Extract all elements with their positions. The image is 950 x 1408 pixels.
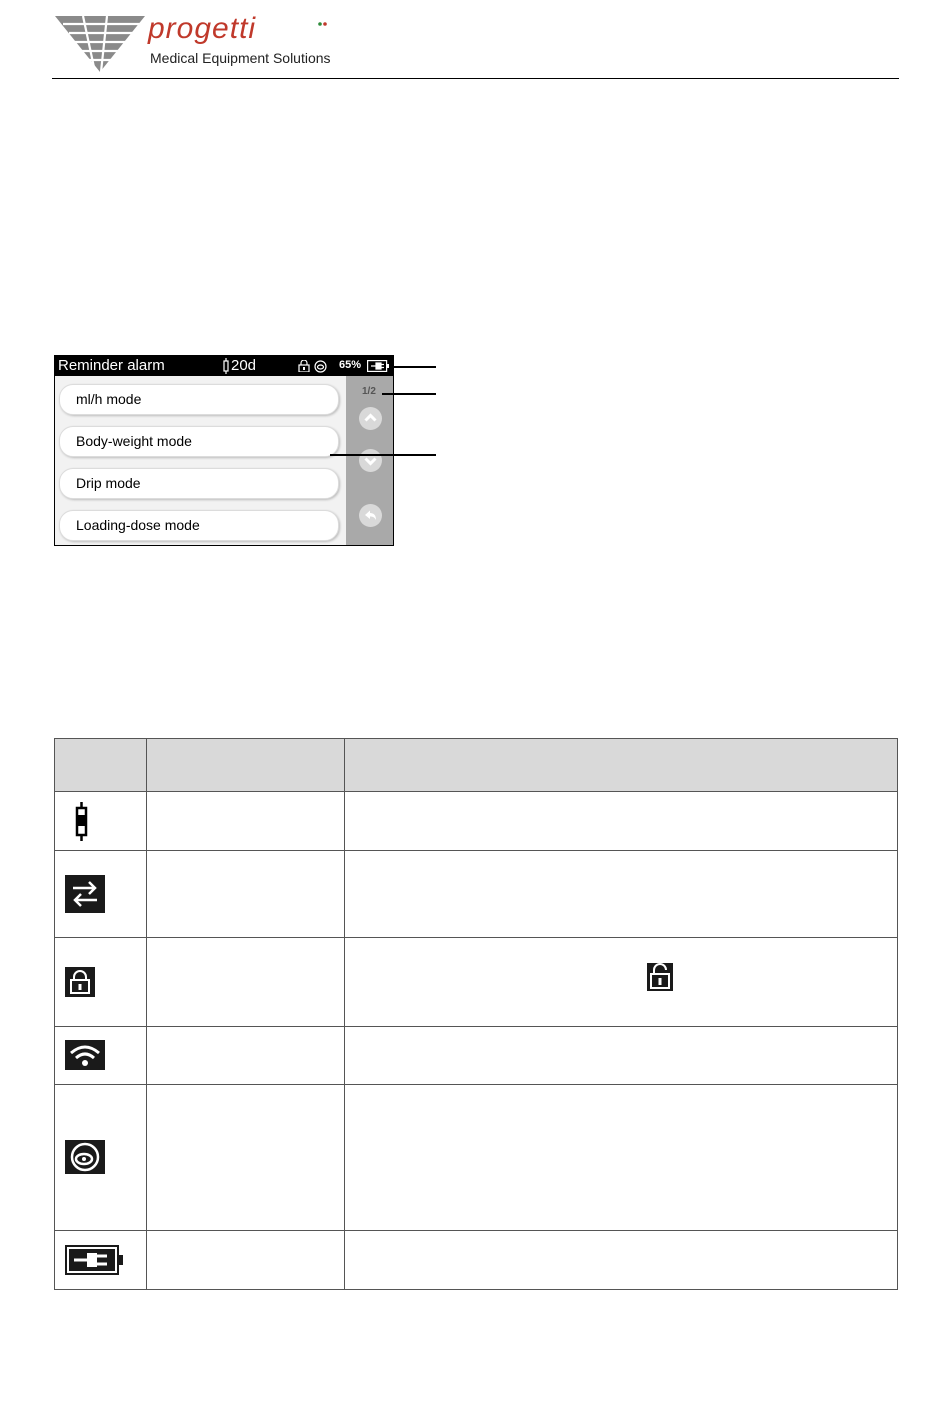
chevron-down-icon [359, 449, 382, 472]
occlusion-pressure-icon [314, 360, 327, 373]
back-button[interactable] [359, 504, 382, 527]
mode-menu [55, 376, 346, 545]
icon-cell [55, 851, 147, 938]
menu-item-body-weight-mode[interactable]: Body-weight mode [59, 426, 339, 457]
table-header-cell [345, 739, 898, 792]
menu-item-drip-mode[interactable]: Drip mode [59, 468, 339, 499]
brand-dots-icon [318, 20, 328, 28]
ac-power-battery-icon [367, 360, 389, 372]
scroll-panel [346, 376, 393, 545]
icon-cell [55, 1230, 147, 1289]
brand-tagline: Medical Equipment Solutions [150, 50, 331, 66]
page-down-button[interactable] [359, 449, 382, 472]
table-header-row [55, 739, 898, 792]
icon-cell [55, 792, 147, 851]
progetti-logo-mark [55, 14, 145, 74]
page-up-button[interactable] [359, 407, 382, 430]
ac-power-battery-icon [65, 1245, 123, 1275]
table-row [55, 1230, 898, 1289]
callout-line-page-indicator [382, 393, 436, 395]
syringe-icon [221, 358, 231, 374]
battery-percent: 65% [339, 359, 362, 371]
table-row [55, 1084, 898, 1230]
table-header-cell [147, 739, 345, 792]
syringe-icon [65, 799, 105, 843]
occlusion-pressure-icon [65, 1140, 105, 1174]
lock-icon [298, 360, 310, 372]
device-screen [54, 355, 394, 546]
icon-table [54, 738, 898, 1290]
brand-name: progetti [148, 12, 257, 45]
page-indicator: 1/2 [362, 386, 376, 397]
table-row [55, 792, 898, 851]
unlock-icon [647, 963, 673, 991]
time-remaining: 20d [231, 357, 257, 374]
callout-line-status-bar [394, 366, 436, 368]
table-row [55, 1026, 898, 1084]
lock-icon [65, 967, 95, 997]
callout-line-menu [330, 454, 436, 456]
table-row [55, 938, 898, 1026]
status-title: Reminder alarm [58, 357, 165, 374]
menu-item-mlh-mode[interactable]: ml/h mode [59, 384, 339, 415]
icon-cell [55, 1026, 147, 1084]
chevron-up-icon [359, 407, 382, 430]
table-row [55, 851, 898, 938]
data-transfer-icon [65, 875, 105, 913]
icon-cell [55, 938, 147, 1026]
back-arrow-icon [359, 504, 382, 527]
header-divider [52, 78, 899, 79]
status-bar [55, 356, 393, 376]
wifi-icon [65, 1040, 105, 1070]
menu-item-loading-dose-mode[interactable]: Loading-dose mode [59, 510, 339, 541]
icon-cell [55, 1084, 147, 1230]
table-header-cell [55, 739, 147, 792]
